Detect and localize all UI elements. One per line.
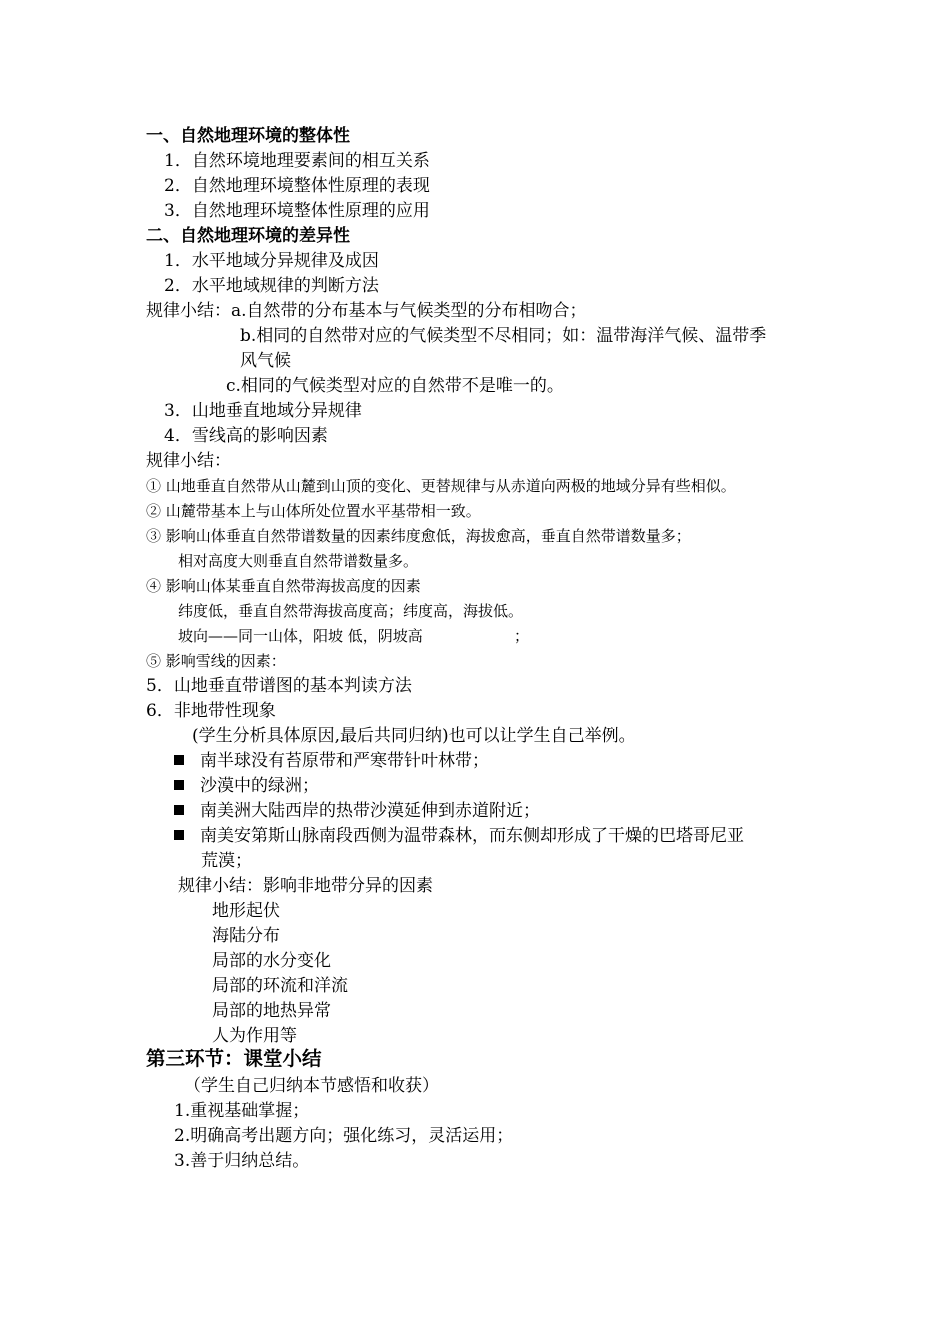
square-bullet-icon <box>174 830 184 840</box>
factor-5: 局部的地热异常 <box>212 1001 331 1021</box>
square-bullet-icon <box>174 755 184 765</box>
rule-3-cont: 相对高度大则垂直自然带谱数量多。 <box>178 552 419 570</box>
rule-summary-c: c.相同的气候类型对应的自然带不是唯一的。 <box>226 376 564 396</box>
rule-4-slope: 坡向——同一山体，阳坡 低，阴坡高 <box>178 627 423 645</box>
bullet-text: 沙漠中的绿洲； <box>200 776 319 796</box>
section-2-item-4: 4．雪线高的影响因素 <box>164 426 328 446</box>
square-bullet-icon <box>174 805 184 815</box>
bullet-item-2 <box>174 774 319 798</box>
section-3-item-1: 1.重视基础掌握； <box>174 1101 310 1121</box>
bullet-item-4 <box>174 824 744 848</box>
section-2-heading: 二、自然地理环境的差异性 <box>146 226 350 246</box>
bullet-text: 南美洲大陆西岸的热带沙漠延伸到赤道附近； <box>200 801 540 821</box>
section-1-item-3: 3．自然地理环境整体性原理的应用 <box>164 201 430 221</box>
bullet-text: 南美安第斯山脉南段西侧为温带森林，而东侧却形成了干燥的巴塔哥尼亚 <box>200 826 744 846</box>
rule-summary-2-label: 规律小结： <box>146 451 231 471</box>
rule-summary-b-line2: 风气候 <box>240 351 291 371</box>
rule-4-slope-end: ； <box>514 627 530 645</box>
rule-3: ③ 影响山体垂直自然带谱数量的因素纬度愈低，海拔愈高，垂直自然带谱数量多； <box>146 527 691 545</box>
section-2-item-2: 2．水平地域规律的判断方法 <box>164 276 379 296</box>
bullet-item-1 <box>174 749 489 773</box>
bullet-item-4-cont: 荒漠； <box>201 851 252 871</box>
bullet-item-3 <box>174 799 540 823</box>
section-3-note: （学生自己归纳本节感悟和收获） <box>184 1076 439 1096</box>
section-1-item-1: 1．自然环境地理要素间的相互关系 <box>164 151 430 171</box>
section-1-item-2: 2．自然地理环境整体性原理的表现 <box>164 176 430 196</box>
rule-summary-b-line1: b.相同的自然带对应的气候类型不尽相同；如：温带海洋气候、温带季 <box>240 326 767 346</box>
bullet-text: 南半球没有苔原带和严寒带针叶林带； <box>200 751 489 771</box>
section-2-item-1: 1．水平地域分异规律及成因 <box>164 251 379 271</box>
section-1-heading: 一、自然地理环境的整体性 <box>146 126 350 146</box>
rule-summary-a: 规律小结：a.自然带的分布基本与气候类型的分布相吻合； <box>146 301 587 321</box>
rule-1: ① 山地垂直自然带从山麓到山顶的变化、更替规律与从赤道向两极的地域分异有些相似。 <box>146 477 736 495</box>
section-2-item-3: 3．山地垂直地域分异规律 <box>164 401 362 421</box>
analysis-note: (学生分析具体原因,最后共同归纳)也可以让学生自己举例。 <box>192 726 636 746</box>
square-bullet-icon <box>174 780 184 790</box>
rule-2: ② 山麓带基本上与山体所处位置水平基带相一致。 <box>146 502 481 520</box>
section-2-item-5: 5．山地垂直带谱图的基本判读方法 <box>146 676 412 696</box>
rule-4-latitude: 纬度低，垂直自然带海拔高度高；纬度高，海拔低。 <box>178 602 524 620</box>
factor-3: 局部的水分变化 <box>212 951 331 971</box>
rule-summary-3: 规律小结：影响非地带分异的因素 <box>178 876 433 896</box>
factor-4: 局部的环流和洋流 <box>212 976 348 996</box>
factor-1: 地形起伏 <box>212 901 280 921</box>
section-3-heading: 第三环节：课堂小结 <box>146 1047 322 1070</box>
section-3-item-2: 2.明确高考出题方向；强化练习，灵活运用； <box>174 1126 514 1146</box>
factor-6: 人为作用等 <box>212 1026 297 1046</box>
section-3-item-3: 3.善于归纳总结。 <box>174 1151 310 1171</box>
rule-4: ④ 影响山体某垂直自然带海拔高度的因素 <box>146 577 421 595</box>
factor-2: 海陆分布 <box>212 926 280 946</box>
section-2-item-6: 6．非地带性现象 <box>146 701 276 721</box>
rule-5: ⑤ 影响雪线的因素： <box>146 652 286 670</box>
